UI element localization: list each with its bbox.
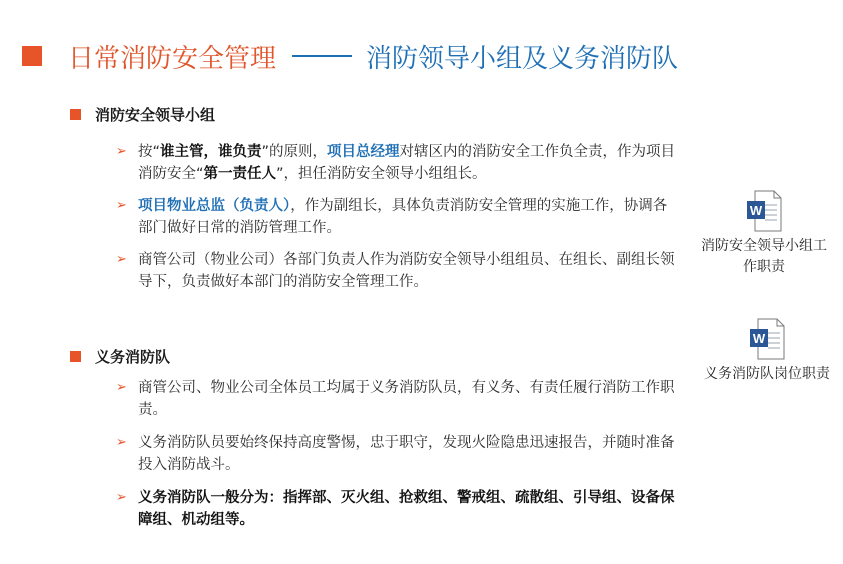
section-volunteer-team — [70, 346, 170, 367]
word-document-icon — [746, 190, 782, 232]
word-document-icon — [749, 318, 785, 360]
list-item: ➢ 按“谁主管，谁负责”的原则，项目总经理对辖区内的消防安全工作负全责，作为项目消防安全“第一责任人”，担任消防安全领导小组组长。 — [116, 141, 681, 185]
list-item: ➢ 商管公司（物业公司）各部门负责人作为消防安全领导小组组员、在组长、副组长领导下，负责做好本部门的消防安全管理工作。 — [116, 249, 681, 293]
svg-text:W: W — [749, 203, 763, 218]
section-title: 消防安全领导小组 — [95, 106, 216, 124]
section-marker — [70, 109, 81, 120]
svg-text:W: W — [752, 331, 766, 346]
doc-volunteer-duties[interactable] — [700, 318, 834, 385]
page-subtitle: 消防领导小组及义务消防队 — [366, 43, 679, 74]
list-item: ➢ 义务消防队员要始终保持高度警惕，忠于职守，发现火险隐患迅速报告，并随时准备投入消防战斗。 — [116, 432, 681, 476]
list-item: ➢ 商管公司、物业公司全体员工均属于义务消防队员，有义务、有责任履行消防工作职责。 — [116, 377, 681, 421]
page-title: 日常消防安全管理 — [68, 43, 277, 74]
page-header — [22, 36, 678, 76]
section-leadership — [70, 104, 215, 125]
section-title: 义务消防队 — [95, 348, 171, 366]
arrow-bullet-icon: ➢ — [116, 380, 127, 395]
doc-leadership-duties[interactable] — [700, 190, 828, 278]
title-divider — [292, 55, 352, 57]
arrow-bullet-icon: ➢ — [116, 198, 127, 213]
arrow-bullet-icon: ➢ — [116, 490, 127, 505]
arrow-bullet-icon: ➢ — [116, 435, 127, 450]
section-marker — [70, 351, 81, 362]
doc-label: 消防安全领导小组工作职责 — [701, 238, 827, 275]
list-item: ➢ 义务消防队一般分为：指挥部、灭火组、抢救组、警戒组、疏散组、引导组、设备保障组、机动组等。 — [116, 487, 681, 531]
highlight-project-gm: 项目总经理 — [327, 144, 400, 160]
highlight-property-director: 项目物业总监（负责人） — [138, 198, 291, 214]
doc-label: 义务消防队岗位职责 — [704, 366, 830, 382]
list-item: ➢ 项目物业总监（负责人），作为副组长，具体负责消防安全管理的实施工作，协调各部门做好日常的消防管理工作。 — [116, 195, 681, 239]
title-marker — [22, 46, 42, 66]
arrow-bullet-icon: ➢ — [116, 144, 127, 159]
arrow-bullet-icon: ➢ — [116, 252, 127, 267]
